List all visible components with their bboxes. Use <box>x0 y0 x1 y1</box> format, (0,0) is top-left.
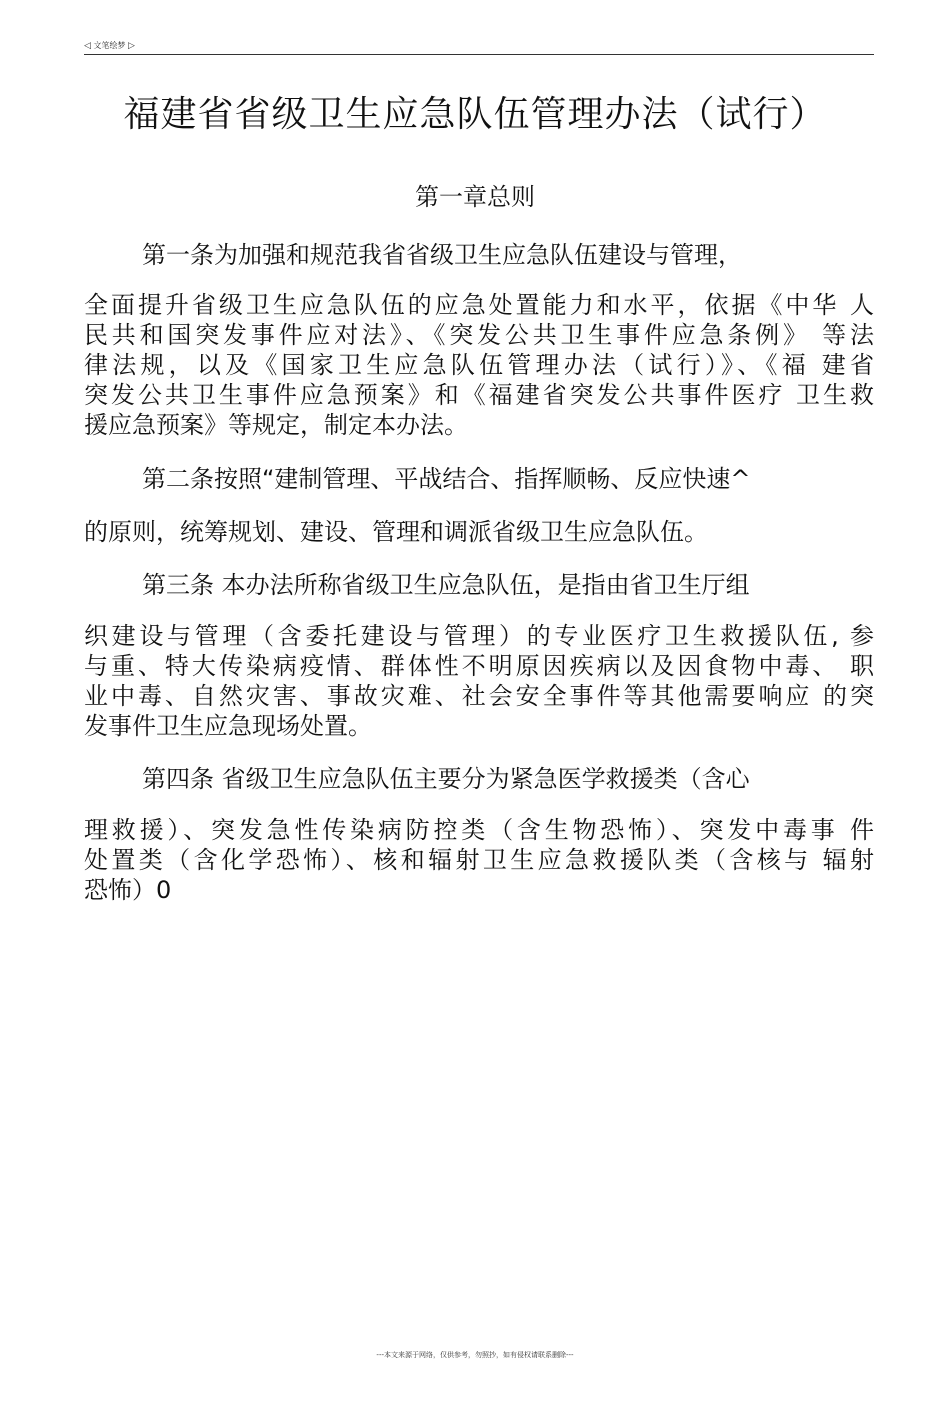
article-4-line-3: 恐怖）0 <box>84 876 172 904</box>
article-3-line-3: 业中毒、自然灾害、事故灾难、社会安全事件等其他需要响应 的突 <box>84 682 874 710</box>
article-1-line-4: 突发公共卫生事件应急预案》和《福建省突发公共事件医疗 卫生救 <box>84 381 874 409</box>
article-2-line-1: 的原则，统筹规划、建设、管理和调派省级卫生应急队伍。 <box>84 518 708 546</box>
article-3-body <box>84 621 874 741</box>
article-1-line-2: 民共和国突发事件应对法》、《突发公共卫生事件应急条例》 等法 <box>84 321 874 349</box>
article-3-line-1: 织建设与管理（含委托建设与管理）的专业医疗卫生救援队伍, 参 <box>84 622 874 650</box>
page-footer: ---本文来源于网络，仅供参考，勿照抄，如有侵权请联系删除--- <box>376 1351 574 1359</box>
article-4-body <box>84 815 874 905</box>
article-3-line-2: 与重、特大传染病疫情、群体性不明原因疾病以及因食物中毒、 职 <box>84 652 874 680</box>
article-3-lead: 第三条 本办法所称省级卫生应急队伍，是指由省卫生厅组 <box>142 571 750 599</box>
article-1-lead: 第一条为加强和规范我省省级卫生应急队伍建设与管理， <box>142 241 742 269</box>
article-1-line-3: 律法规，以及《国家卫生应急队伍管理办法（试行）》、《福 建省 <box>84 351 874 379</box>
article-2-body <box>84 517 874 547</box>
chapter-heading: 第一章总则 <box>415 183 535 211</box>
article-4-line-1: 理救援）、突发急性传染病防控类（含生物恐怖）、突发中毒事 件 <box>84 816 874 844</box>
right-arrow-icon: ▷ <box>128 41 135 51</box>
article-2-lead: 第二条按照“建制管理、平战结合、指挥顺畅、反应快速^ <box>142 465 751 493</box>
article-4-lead: 第四条 省级卫生应急队伍主要分为紧急医学救援类（含心 <box>142 765 750 793</box>
document-title: 福建省省级卫生应急队伍管理办法（试行） <box>123 94 827 135</box>
article-3-line-4: 发事件卫生应急现场处置。 <box>84 712 372 740</box>
header-text: 文笔绘梦 <box>93 41 126 50</box>
article-4-line-2: 处置类（含化学恐怖）、核和辐射卫生应急救援队类（含核与 辐射 <box>84 846 874 874</box>
page-header <box>84 40 874 55</box>
left-arrow-icon: ◁ <box>84 41 91 51</box>
article-1-body <box>84 290 874 440</box>
article-1-line-1: 全面提升省级卫生应急队伍的应急处置能力和水平，依据《中华 人 <box>84 291 874 319</box>
article-1-line-5: 援应急预案》等规定，制定本办法。 <box>84 411 468 439</box>
